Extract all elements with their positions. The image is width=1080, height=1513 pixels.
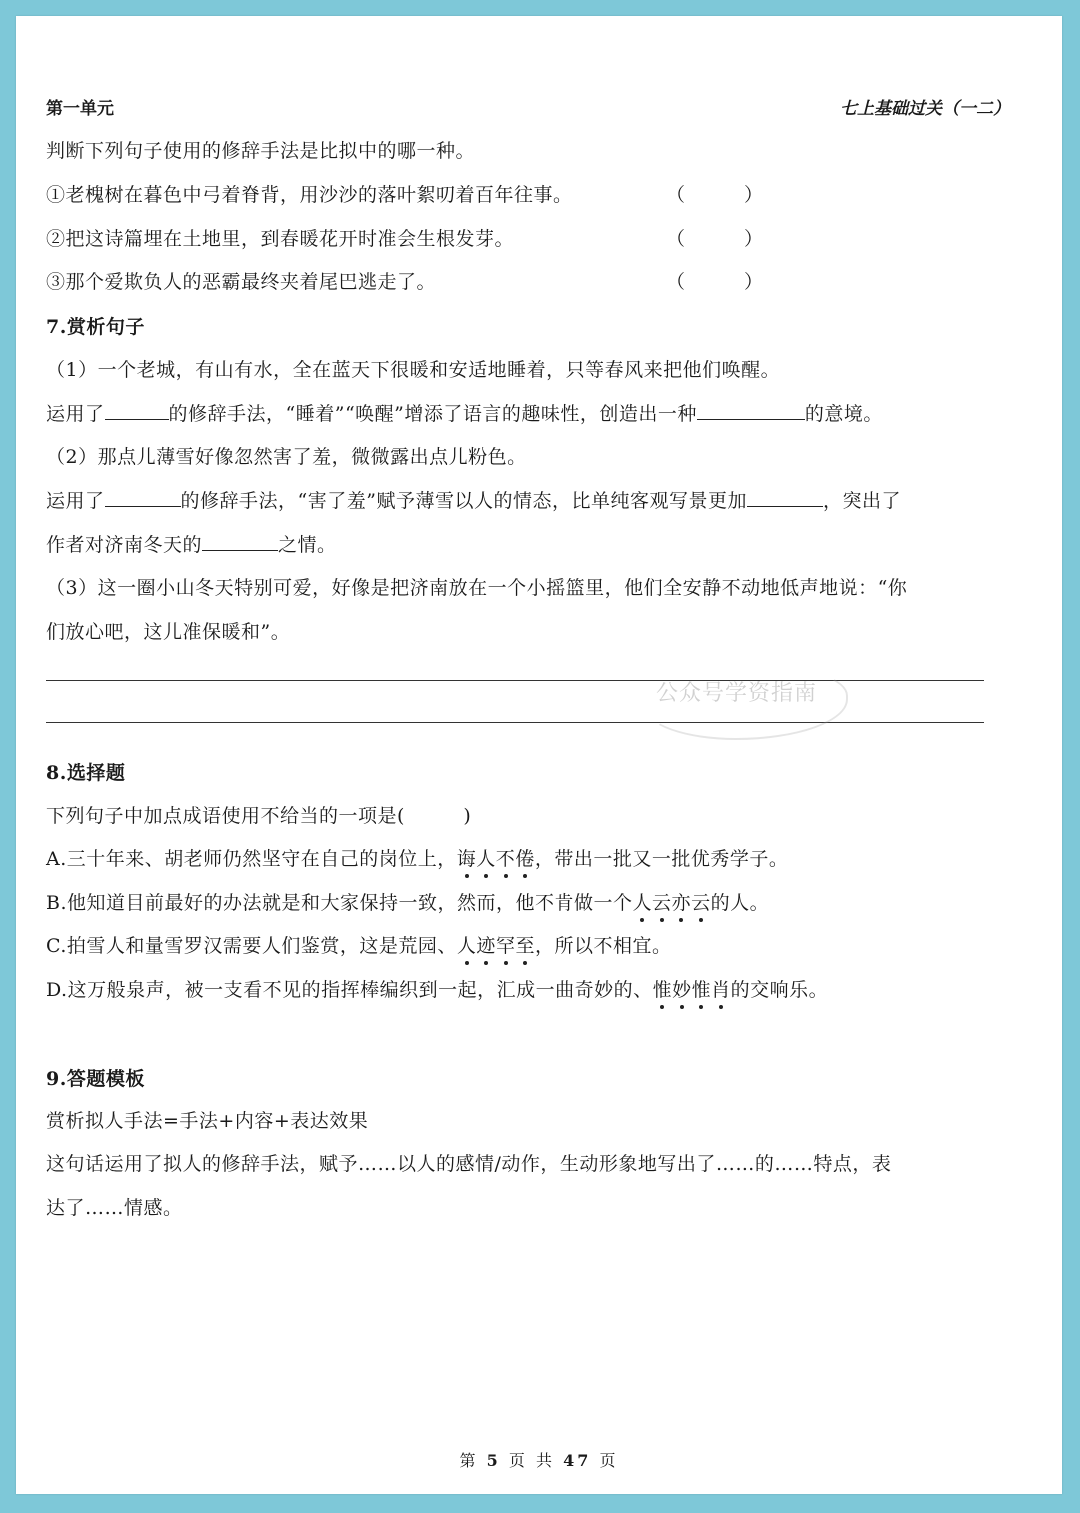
page-number: 5 (486, 1451, 501, 1470)
q7-title: 7.赏析句子 (46, 316, 145, 338)
q6-intro: 判断下列句子使用的修辞手法是比拟中的哪一种。 (46, 140, 476, 162)
q7-answer-2-cont: 作者对济南冬天的 之情。 (46, 530, 1022, 560)
q6-item-1: ①老槐树在暮色中弓着脊背，用沙沙的落叶絮叨着百年往事。 （ ） (46, 180, 1022, 210)
q7-answer-1: 运用了 的修辞手法，“睡着”“唤醒”增添了语言的趣味性，创造出一种 的意境。 (46, 399, 1022, 429)
page-footer: 第 5 页 共 47 页 (459, 1451, 619, 1470)
fill-blank[interactable] (105, 399, 169, 420)
worksheet-page (16, 16, 1062, 1494)
answer-line[interactable] (46, 722, 984, 723)
q7-answer-2: 运用了 的修辞手法，“害了羞”赋予薄雪以人的情态，比单纯客观写景更加 ，突出了 (46, 486, 1022, 516)
q8-stem: 下列句子中加点成语使用不给当的一项是( ) (46, 805, 472, 827)
fill-blank[interactable] (202, 530, 278, 551)
q7-sentence-3-line1: （3）这一圈小山冬天特别可爱，好像是把济南放在一个小摇篮里，他们全安静不动地低声地说：“你 (46, 577, 908, 599)
q8-title: 8.选择题 (46, 762, 126, 784)
answer-paren: （ ） (666, 228, 764, 250)
q9-title: 9.答题模板 (46, 1068, 145, 1090)
q7-sentence-2: （2）那点儿薄雪好像忽然害了羞，微微露出点儿粉色。 (46, 446, 527, 468)
fill-blank[interactable] (747, 486, 823, 507)
fill-blank[interactable] (105, 486, 181, 507)
q9-formula: 赏析拟人手法=手法+内容+表达效果 (46, 1110, 369, 1132)
page-total: 47 (563, 1451, 592, 1470)
q7-sentence-1: （1）一个老城，有山有水，全在蓝天下很暖和安适地睡着，只等春风来把他们唤醒。 (46, 359, 781, 381)
q8-option-b: B.他知道目前最好的办法就是和大家保持一致，然而，他不肯做一个人云亦云的人。 (46, 888, 1022, 918)
worksheet-title: 七上基础过关（一二） (840, 99, 1010, 119)
q8-option-c: C.拍雪人和量雪罗汉需要人们鉴赏，这是荒园、人迹罕至，所以不相宜。 (46, 931, 1022, 961)
q8-option-d: D.这万般泉声，被一支看不见的指挥棒编织到一起，汇成一曲奇妙的、惟妙惟肖的交响乐。 (46, 975, 1022, 1005)
fill-blank[interactable] (697, 399, 805, 420)
q8-option-a: A.三十年来、胡老师仍然坚守在自己的岗位上，诲人不倦，带出一批又一批优秀学子。 (46, 844, 1022, 874)
q7-sentence-3-line2: 们放心吧，这儿准保暖和”。 (46, 621, 291, 643)
answer-paren: （ ） (666, 184, 764, 206)
answer-paren: （ ） (666, 271, 764, 293)
answer-line[interactable] (46, 680, 984, 681)
q6-item-3: ③那个爱欺负人的恶霸最终夹着尾巴逃走了。 （ ） (46, 267, 1022, 297)
q9-template-line1: 这句话运用了拟人的修辞手法，赋予……以人的感情/动作，生动形象地写出了……的……特点，表 (46, 1153, 892, 1175)
watermark: 公众号学资指南 (656, 681, 818, 706)
q6-item-2: ②把这诗篇埋在土地里，到春暖花开时准会生根发芽。 （ ） (46, 224, 1022, 254)
q9-template-line2: 达了……情感。 (46, 1197, 183, 1219)
unit-label: 第一单元 (46, 99, 114, 119)
